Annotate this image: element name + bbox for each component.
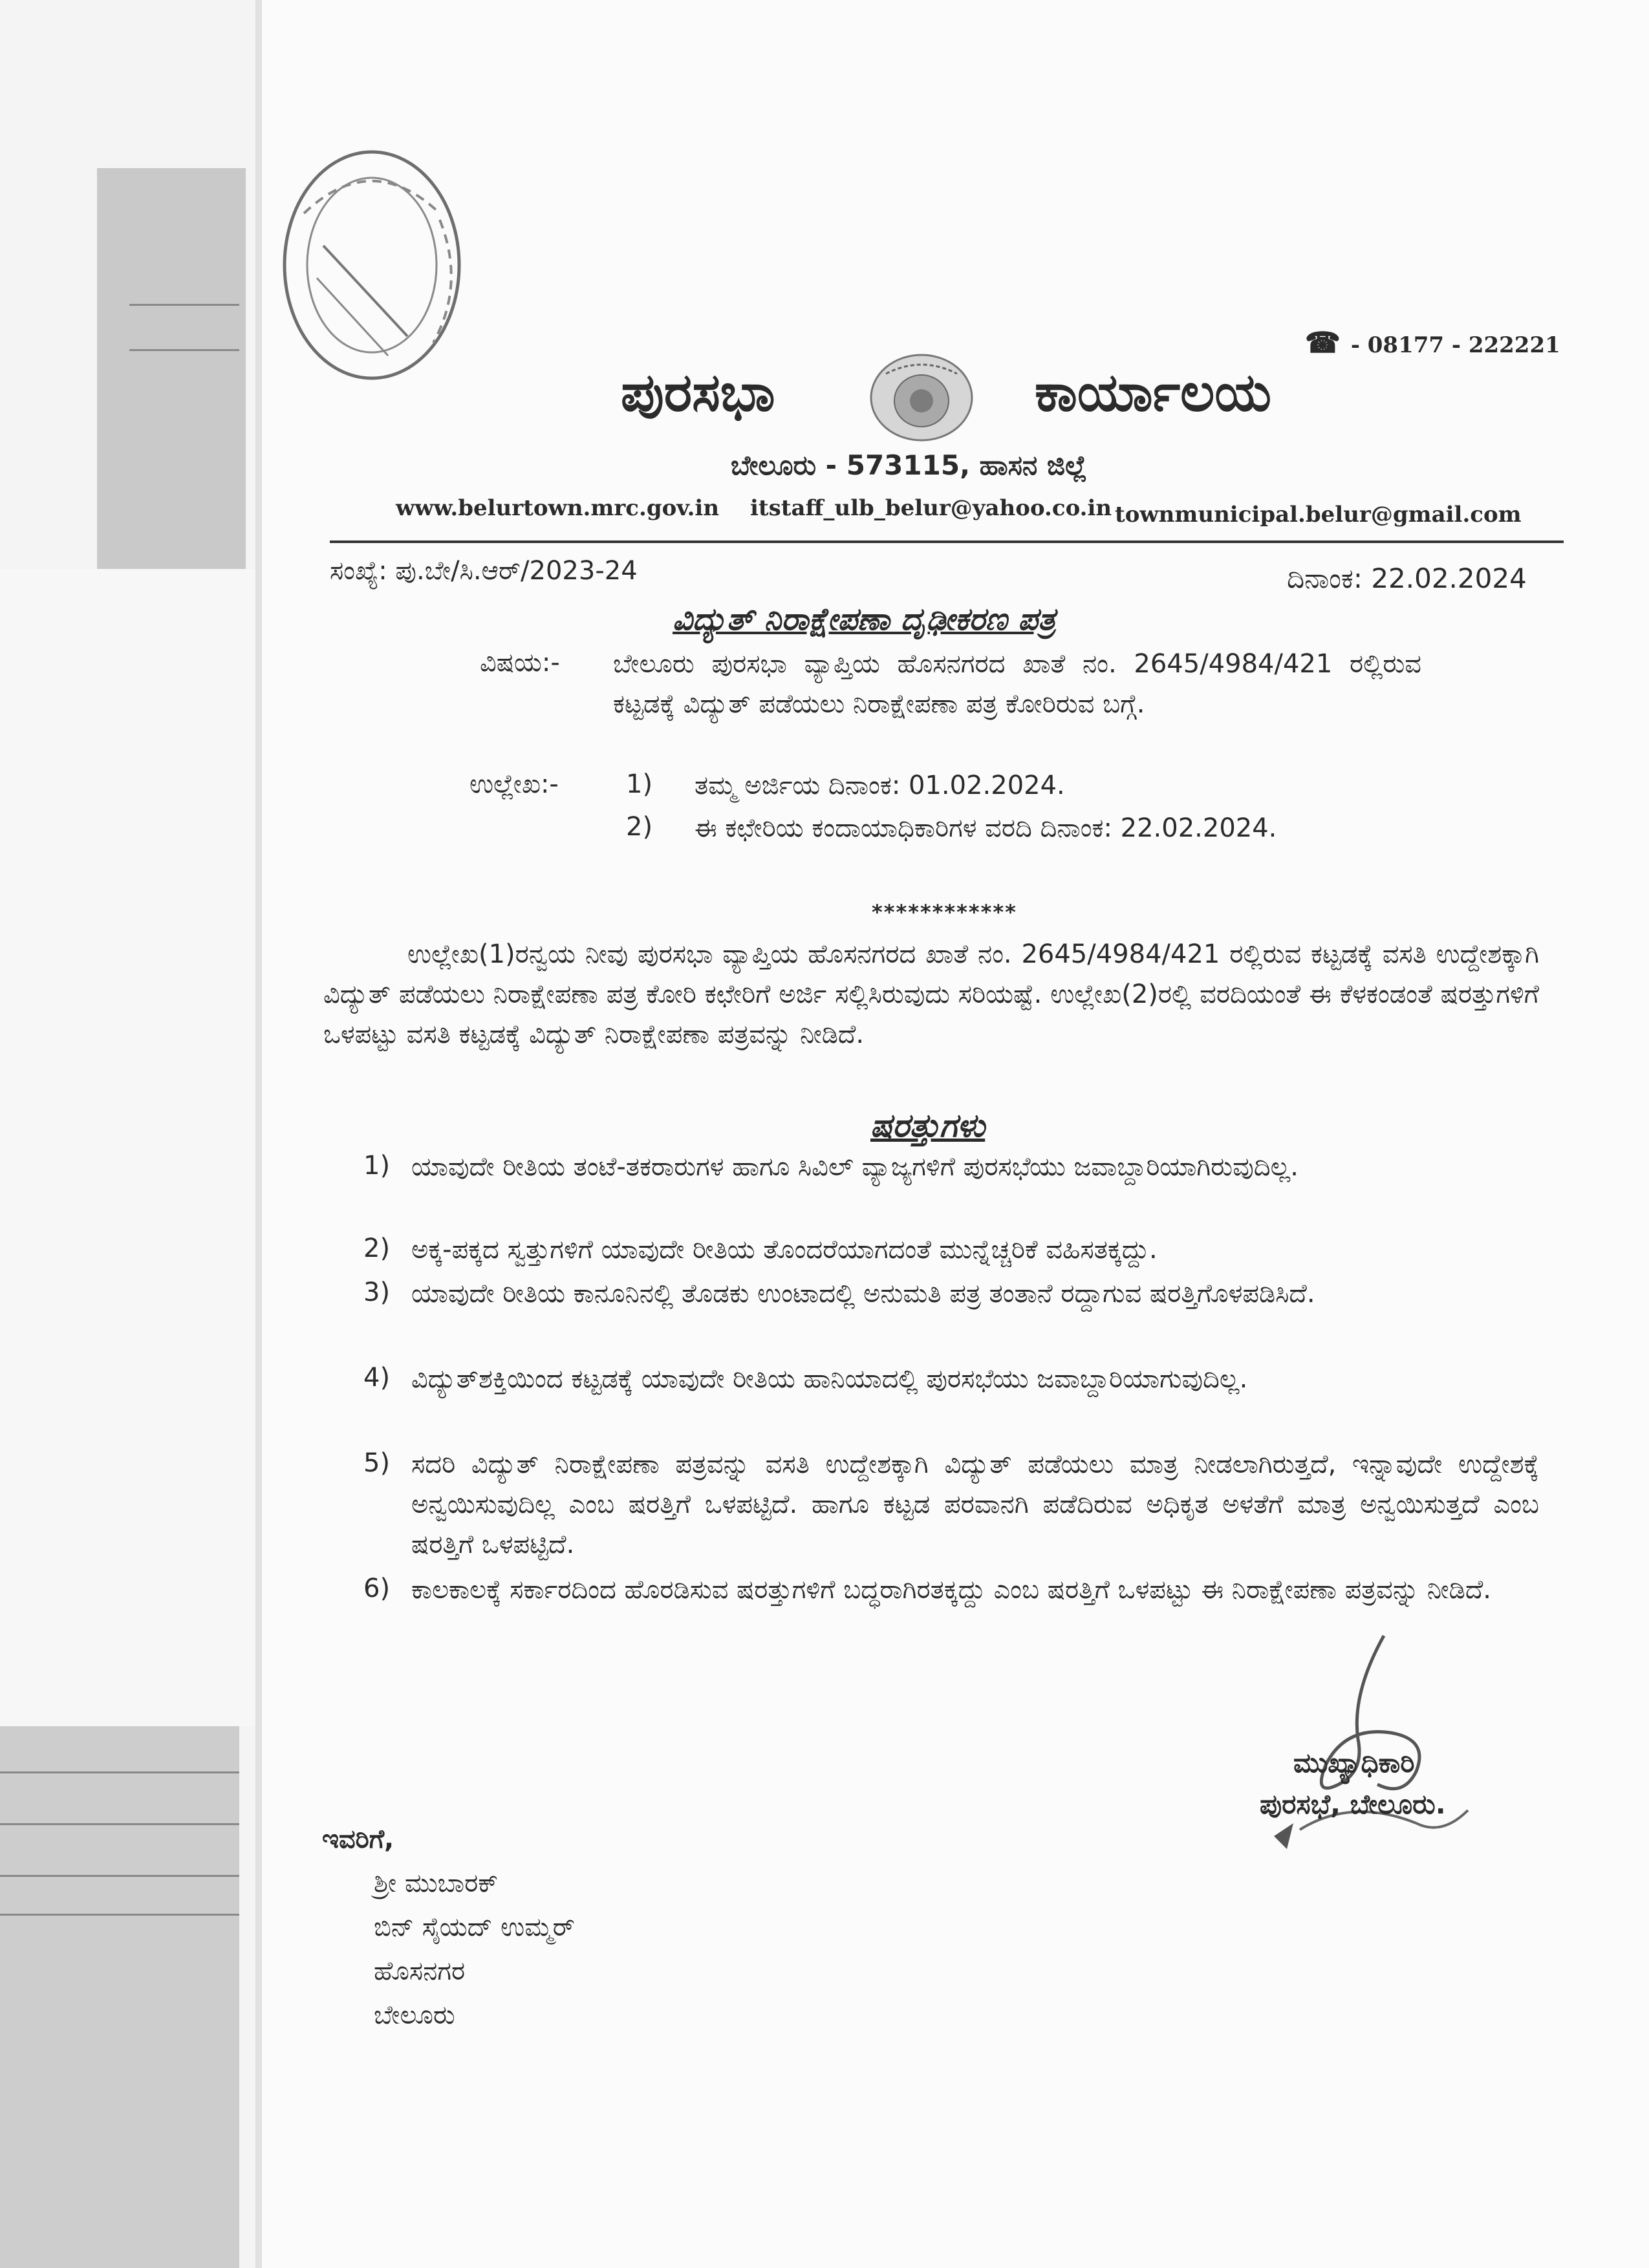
phone-number: ☎ - 08177 - 222221 [1305,326,1560,359]
subject-text: ಬೇಲೂರು ಪುರಸಭಾ ವ್ಯಾಪ್ತಿಯ ಹೊಸನಗರದ ಖಾತೆ ನಂ. 2645/4984/421 ರಲ್ಲಿರುವ ಕಟ್ಟಡಕ್ಕೆ ವಿದ್ಯುತ್ ಪಡೆಯಲು ನಿರಾಕ್ಷೇಪಣಾ ಪತ್ರ ಕೋರಿರುವ ಬಗ್ಗೆ. [613,649,1421,719]
office-name-left: ಪುರಸಭಾ [621,362,775,423]
strip-rule [0,1875,239,1877]
subject-label: ವಿಷಯ:- [480,648,560,678]
email-link-yahoo[interactable]: itstaff_ulb_belur@yahoo.co.in [750,495,1112,521]
reference-item-number: 1) [626,769,653,799]
office-name-right: ಕಾರ್ಯಾಲಯ [1035,362,1272,423]
strip-rule [0,1914,239,1916]
page-edge [255,0,262,2268]
office-address: ಬೇಲೂರು - 573115, ಹಾಸನ ಜಿಲ್ಲೆ [731,449,1087,481]
condition-number: 4) [363,1363,391,1393]
scan-shadow-lower [0,1726,239,2268]
recipient-name: ಶ್ರೀ ಮುಬಾರಕ್ [374,1868,499,1898]
telephone-icon: ☎ [1305,326,1341,359]
body-paragraph: ಉಲ್ಲೇಖ(1)ರನ್ವಯ ನೀವು ಪುರಸಭಾ ವ್ಯಾಪ್ತಿಯ ಹೊಸನಗರದ ಖಾತೆ ನಂ. 2645/4984/421 ರಲ್ಲಿರುವ ಕಟ್ಟಡಕ್ಕೆ ವಸತಿ ಉದ್ದೇಶಕ್ಕಾಗಿ ವಿದ್ಯುತ್ ಪಡೆಯಲು ನಿರಾಕ್ಷೇಪಣಾ ಪತ್ರ ಕೋರಿ ಕಛೇರಿಗೆ ಅರ್ಜಿ ಸಲ್ಲಿಸಿರುವುದು ಸರಿಯಷ್ಟೆ. ಉಲ್ಲೇಖ(2)ರಲ್ಲಿ ವರದಿಯಂತೆ ಈ ಕೆಳಕಂಡಂತೆ ಷರತ್ತುಗಳಿಗೆ ಒಳಪಟ್ಟು ವಸತಿ ಕಟ್ಟಡಕ್ಕೆ ವಿದ್ಯುತ್ ನಿರಾಕ್ಷೇಪಣಾ ಪತ್ರವನ್ನು ನೀಡಿದೆ. [323,939,1539,1049]
header-divider [330,540,1564,543]
conditions-heading: ಷರತ್ತುಗಳು [870,1107,986,1144]
condition-item: ಯಾವುದೇ ರೀತಿಯ ತಂಟೆ-ತಕರಾರುಗಳ ಹಾಗೂ ಸಿವಿಲ್ ವ್ಯಾಜ್ಯಗಳಿಗೆ ಪುರಸಭೆಯು ಜವಾಬ್ದಾರಿಯಾಗಿರುವುದಿಲ್ಲ. [411,1152,1299,1182]
letter-date: ದಿನಾಂಕ: 22.02.2024 [1287,562,1527,594]
condition-number: 2) [363,1234,391,1263]
office-seal-stamp [278,142,466,388]
reference-label: ಉಲ್ಲೇಖ:- [469,769,559,799]
separator-stars: ************ [872,900,1017,925]
reference-number: ಸಂಖ್ಯೆ: ಪು.ಬೇ/ಸಿ.ಆರ್/2023-24 [330,556,638,586]
municipal-emblem-icon [867,349,976,446]
reference-item-text: ಈ ಕಛೇರಿಯ ಕಂದಾಯಾಧಿಕಾರಿಗಳ ವರದಿ ದಿನಾಂಕ: 22.02.2024. [695,813,1277,843]
reference-item-number: 2) [626,812,653,842]
signatory-office: ಪುರಸಭೆ, ಬೇಲೂರು. [1260,1788,1446,1820]
recipient-town: ಬೇಲೂರು [374,2000,455,2030]
condition-item: ಯಾವುದೇ ರೀತಿಯ ಕಾನೂನಿನಲ್ಲಿ ತೊಡಕು ಉಂಟಾದಲ್ಲಿ ಅನುಮತಿ ಪತ್ರ ತಂತಾನೆ ರದ್ದಾಗುವ ಷರತ್ತಿಗೊಳಪಡಿಸಿದೆ. [411,1279,1315,1309]
condition-number: 6) [363,1574,391,1603]
strip-rule [0,1771,239,1773]
recipient-locality: ಹೊಸನಗರ [374,1956,466,1986]
condition-item: ವಿದ್ಯುತ್‌ಶಕ್ತಿಯಿಂದ ಕಟ್ಟಡಕ್ಕೆ ಯಾವುದೇ ರೀತಿಯ ಹಾನಿಯಾದಲ್ಲಿ ಪುರಸಭೆಯು ಜವಾಬ್ದಾರಿಯಾಗುವುದಿಲ್ಲ. [411,1364,1248,1394]
condition-item: ಸದರಿ ವಿದ್ಯುತ್ ನಿರಾಕ್ಷೇಪಣಾ ಪತ್ರವನ್ನು ವಸತಿ ಉದ್ದೇಶಕ್ಕಾಗಿ ವಿದ್ಯುತ್ ಪಡೆಯಲು ಮಾತ್ರ ನೀಡಲಾಗಿರುತ್ತದೆ, ಇನ್ನಾವುದೇ ಉದ್ದೇಶಕ್ಕೆ ಅನ್ವಯಿಸುವುದಿಲ್ಲ ಎಂಬ ಷರತ್ತಿಗೆ ಒಳಪಟ್ಟಿದೆ. ಹಾಗೂ ಕಟ್ಟಡ ಪರವಾನಗಿ ಪಡೆದಿರುವ ಅಧಿಕೃತ ಅಳತೆಗೆ ಮಾತ್ರ ಅನ್ವಯಿಸುತ್ತದೆ ಎಂಬ ಷರತ್ತಿಗೆ ಒಳಪಟ್ಟಿದೆ. [411,1450,1539,1559]
scan-shadow [97,168,246,569]
email-link-gmail[interactable]: townmunicipal.belur@gmail.com [1115,502,1522,528]
scan-overlap-sheet [0,569,261,1726]
handwritten-signature [1222,1616,1494,1875]
website-link[interactable]: www.belurtown.mrc.gov.in [396,495,720,521]
strip-rule [129,349,239,351]
recipient-label: ಇವರಿಗೆ, [322,1824,394,1854]
condition-number: 3) [363,1278,391,1307]
condition-item: ಕಾಲಕಾಲಕ್ಕೆ ಸರ್ಕಾರದಿಂದ ಹೊರಡಿಸುವ ಷರತ್ತುಗಳಿಗೆ ಬದ್ಧರಾಗಿರತಕ್ಕದ್ದು ಎಂಬ ಷರತ್ತಿಗೆ ಒಳಪಟ್ಟು ಈ ನಿರಾಕ್ಷೇಪಣಾ ಪತ್ರವನ್ನು ನೀಡಿದೆ. [411,1575,1492,1605]
signatory-title: ಮುಖ್ಯಾಧಿಕಾರಿ [1293,1747,1415,1779]
strip-rule [0,1823,239,1825]
condition-number: 1) [363,1151,391,1181]
reference-item-text: ತಮ್ಮ ಅರ್ಜಿಯ ದಿನಾಂಕ: 01.02.2024. [695,771,1065,800]
strip-rule [129,304,239,306]
condition-item: ಅಕ್ಕ-ಪಕ್ಕದ ಸ್ವತ್ತುಗಳಿಗೆ ಯಾವುದೇ ರೀತಿಯ ತೊಂದರೆಯಾಗದಂತೆ ಮುನ್ನೆಚ್ಚರಿಕೆ ವಹಿಸತಕ್ಕದ್ದು. [411,1235,1158,1265]
recipient-parent: ಬಿನ್ ಸೈಯದ್ ಉಮ್ಮರ್ [374,1912,575,1942]
document-title: ವಿದ್ಯುತ್ ನಿರಾಕ್ಷೇಪಣಾ ದೃಢೀಕರಣ ಪತ್ರ [673,601,1056,637]
condition-number: 5) [363,1448,391,1478]
